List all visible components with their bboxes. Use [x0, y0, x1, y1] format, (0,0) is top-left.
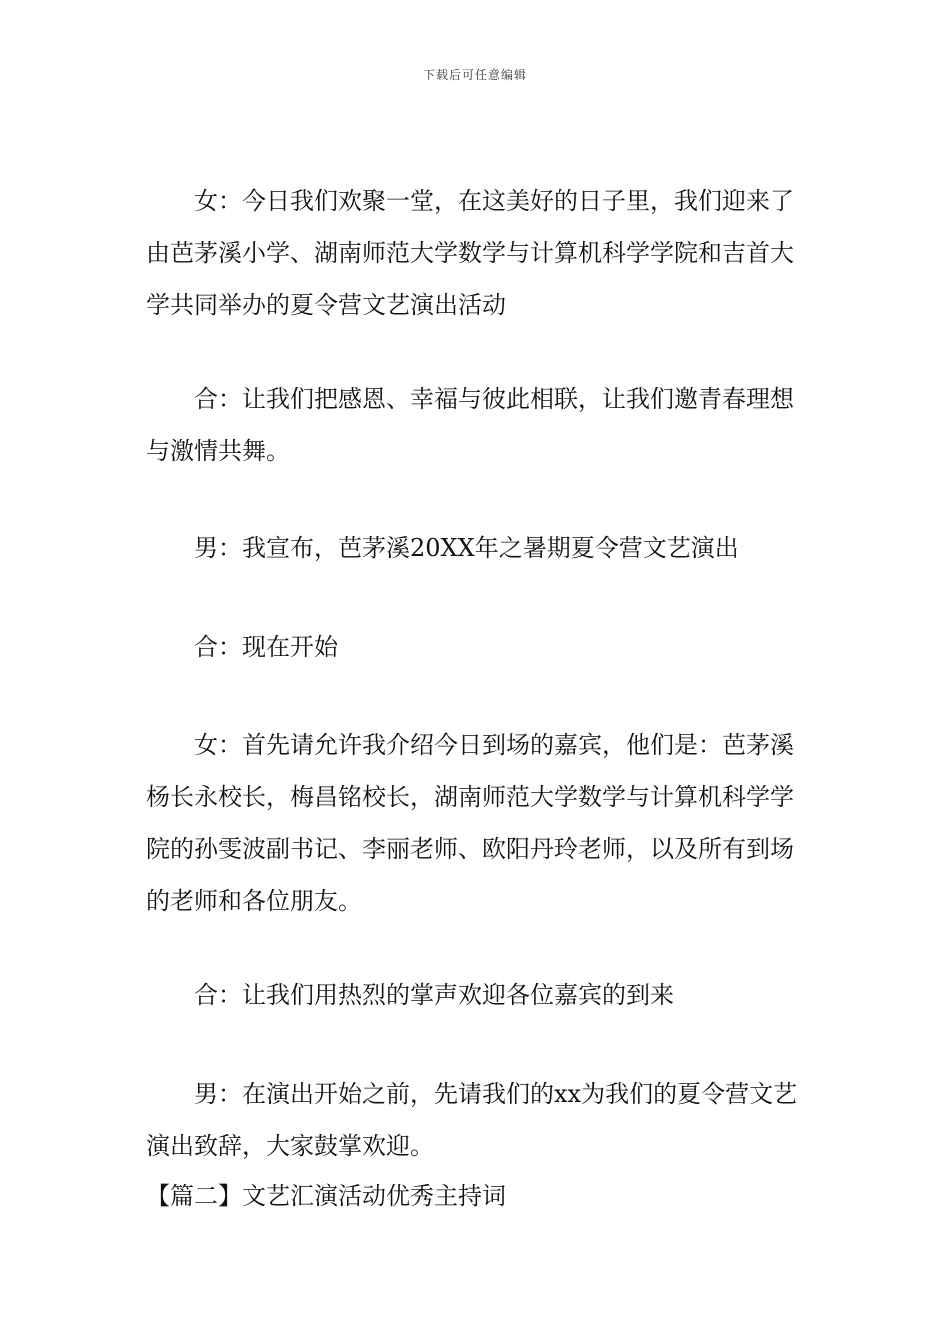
script-line-male-announce: 男：我宣布，芭茅溪20XX年之暑期夏令营文艺演出	[194, 534, 739, 562]
script-line-female-opening: 女：今日我们欢聚一堂，在这美好的日子里，我们迎来了由芭茅溪小学、湖南师范大学数学与计算机科学学院和吉首大学共同举办的夏令营文艺演出活动	[146, 187, 794, 319]
script-line-together-gratitude: 合：让我们把感恩、幸福与彼此相联，让我们邀青春理想与激情共舞。	[146, 385, 794, 465]
page-header-note: 下载后可任意编辑	[422, 68, 527, 82]
script-line-female-guests: 女：首先请允许我介绍今日到场的嘉宾，他们是：芭茅溪杨长永校长，梅昌铭校长，湖南师范大学数学与计算机科学学院的孙雯波副书记、李丽老师、欧阳丹玲老师，以及所有到场的老师和各位朋友。	[146, 731, 794, 915]
script-line-male-speech: 男：在演出开始之前，先请我们的xx为我们的夏令营文艺演出致辞，大家鼓掌欢迎。	[146, 1080, 798, 1160]
section-title: 【篇二】文艺汇演活动优秀主持词	[146, 1182, 506, 1210]
script-line-together-applause: 合：让我们用热烈的掌声欢迎各位嘉宾的到来	[194, 981, 674, 1009]
script-line-together-start: 合：现在开始	[194, 633, 338, 661]
